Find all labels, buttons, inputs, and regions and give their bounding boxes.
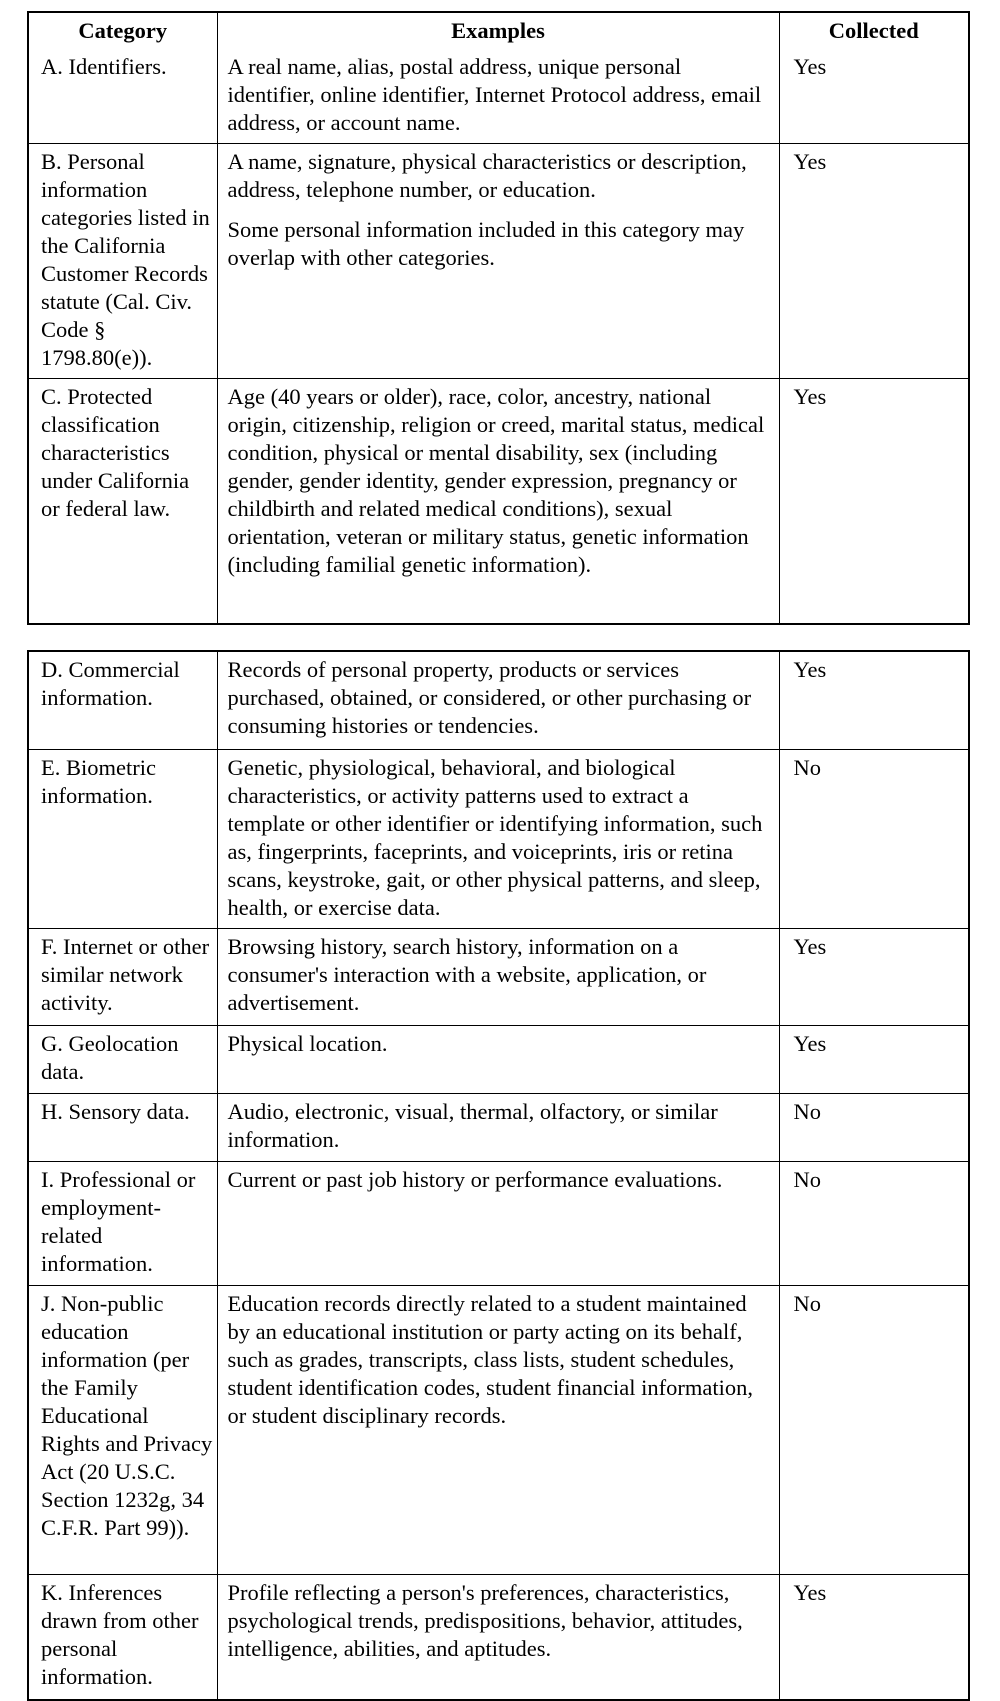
table-row <box>29 749 968 928</box>
examples-text: Browsing history, search history, information on a consumer's interaction with a website, application, or advertisement. <box>227 933 707 1015</box>
category-cell <box>29 1161 217 1285</box>
table-row <box>29 1093 968 1161</box>
examples-text: Profile reflecting a person's preferences, characteristics, psychological trends, predispositions, behavior, attitudes, intelligence, abilities, and aptitudes. <box>227 1579 743 1661</box>
category-text: K. Inferences drawn from other personal information. <box>41 1579 199 1689</box>
table-row <box>29 1161 968 1285</box>
examples-text: Age (40 years or older), race, color, ancestry, national origin, citizenship, religion or creed, marital status, medical condition, physical or mental disability, sex (including gender, gender identity, gender expression, pregnancy or childbirth and related medical conditions), sexual orientation, veteran or military status, genetic information (including familial genetic information). <box>227 384 765 577</box>
header-examples: Examples <box>217 13 779 49</box>
table-row <box>29 49 968 144</box>
examples-text: Education records directly related to a student maintained by an educational institution or party acting on its behalf, such as grades, transcripts, class lists, student schedules, student identification codes, student financial information, or student disciplinary records. <box>227 1290 753 1428</box>
table-1 <box>29 13 968 623</box>
collected-cell <box>779 144 968 379</box>
category-cell <box>29 1025 217 1093</box>
header-row <box>29 13 968 49</box>
collected-value: Yes <box>793 384 827 409</box>
collected-value: Yes <box>793 54 827 79</box>
category-text: C. Protected classification characteristics under California or federal law. <box>41 384 190 521</box>
category-cell <box>29 749 217 928</box>
category-text: E. Biometric information. <box>41 754 156 808</box>
header-collected: Collected <box>779 13 968 49</box>
category-text: A. Identifiers. <box>41 54 167 79</box>
category-text: B. Personal information categories listed in the California Customer Records statute (Cal. Civ. Code § 1798.80(e)). <box>41 149 210 370</box>
category-table-2 <box>27 650 970 1701</box>
category-text: G. Geolocation data. <box>41 1030 179 1084</box>
collected-cell <box>779 1093 968 1161</box>
collected-cell <box>779 1574 968 1699</box>
examples-text: Records of personal property, products or services purchased, obtained, or considered, or other purchasing or consuming histories or tendencies. <box>227 657 752 738</box>
examples-cell <box>217 49 779 144</box>
category-cell <box>29 652 217 749</box>
collected-value: No <box>793 1098 821 1124</box>
table-row <box>29 144 968 379</box>
category-cell <box>29 1574 217 1699</box>
examples-cell <box>217 379 779 623</box>
category-text: H. Sensory data. <box>41 1098 190 1124</box>
collected-cell <box>779 1285 968 1574</box>
collected-value: No <box>793 754 821 780</box>
collected-cell <box>779 379 968 623</box>
examples-cell <box>217 1161 779 1285</box>
examples-cell <box>217 1025 779 1093</box>
examples-cell <box>217 1093 779 1161</box>
collected-cell <box>779 1161 968 1285</box>
header-category: Category <box>29 13 217 49</box>
examples-cell <box>217 652 779 749</box>
table-row <box>29 1285 968 1574</box>
collected-value: No <box>793 1166 821 1192</box>
collected-cell <box>779 749 968 928</box>
category-text: I. Professional or employment-related information. <box>41 1166 196 1276</box>
collected-value: Yes <box>793 1579 827 1605</box>
examples-cell <box>217 1574 779 1699</box>
collected-value: Yes <box>793 149 827 174</box>
examples-cell <box>217 749 779 928</box>
category-cell <box>29 379 217 623</box>
table-row <box>29 928 968 1025</box>
table-row <box>29 379 968 623</box>
category-text: J. Non-public education information (per the Family Educational Rights and Privacy Act (20 U.S.C. Section 1232g, 34 C.F.R. Part 99)). <box>41 1290 213 1540</box>
examples-text: Some personal information included in this category may overlap with other categories. <box>227 217 745 270</box>
category-table-1 <box>27 11 970 625</box>
examples-text: Genetic, physiological, behavioral, and biological characteristics, or activity patterns used to extract a template or other identifier or identifying information, such as, fingerprints, faceprints, and voiceprints, iris or retina scans, keystroke, gait, or other physical patterns, and sleep, health, or exercise data. <box>227 754 763 920</box>
examples-cell <box>217 928 779 1025</box>
table-2 <box>29 652 968 1699</box>
collected-cell <box>779 928 968 1025</box>
collected-value: No <box>793 1290 821 1316</box>
collected-cell <box>779 1025 968 1093</box>
category-cell <box>29 928 217 1025</box>
examples-text: A name, signature, physical characteristics or description, address, telephone number, or education. <box>227 149 747 202</box>
category-cell <box>29 49 217 144</box>
category-cell <box>29 1093 217 1161</box>
examples-cell <box>217 144 779 379</box>
examples-cell <box>217 1285 779 1574</box>
category-cell <box>29 1285 217 1574</box>
category-text: D. Commercial information. <box>41 657 180 710</box>
collected-value: Yes <box>793 1030 827 1056</box>
category-cell <box>29 144 217 379</box>
examples-text: A real name, alias, postal address, unique personal identifier, online identifier, Internet Protocol address, email address, or account name. <box>227 54 762 135</box>
examples-text: Current or past job history or performance evaluations. <box>227 1166 723 1192</box>
category-text: F. Internet or other similar network activity. <box>41 933 210 1015</box>
table-row <box>29 1574 968 1699</box>
collected-value: Yes <box>793 933 827 959</box>
table-row <box>29 652 968 749</box>
table-row <box>29 1025 968 1093</box>
collected-cell <box>779 49 968 144</box>
collected-value: Yes <box>793 657 827 682</box>
examples-text: Audio, electronic, visual, thermal, olfactory, or similar information. <box>227 1098 718 1152</box>
collected-cell <box>779 652 968 749</box>
examples-text: Physical location. <box>227 1030 388 1056</box>
